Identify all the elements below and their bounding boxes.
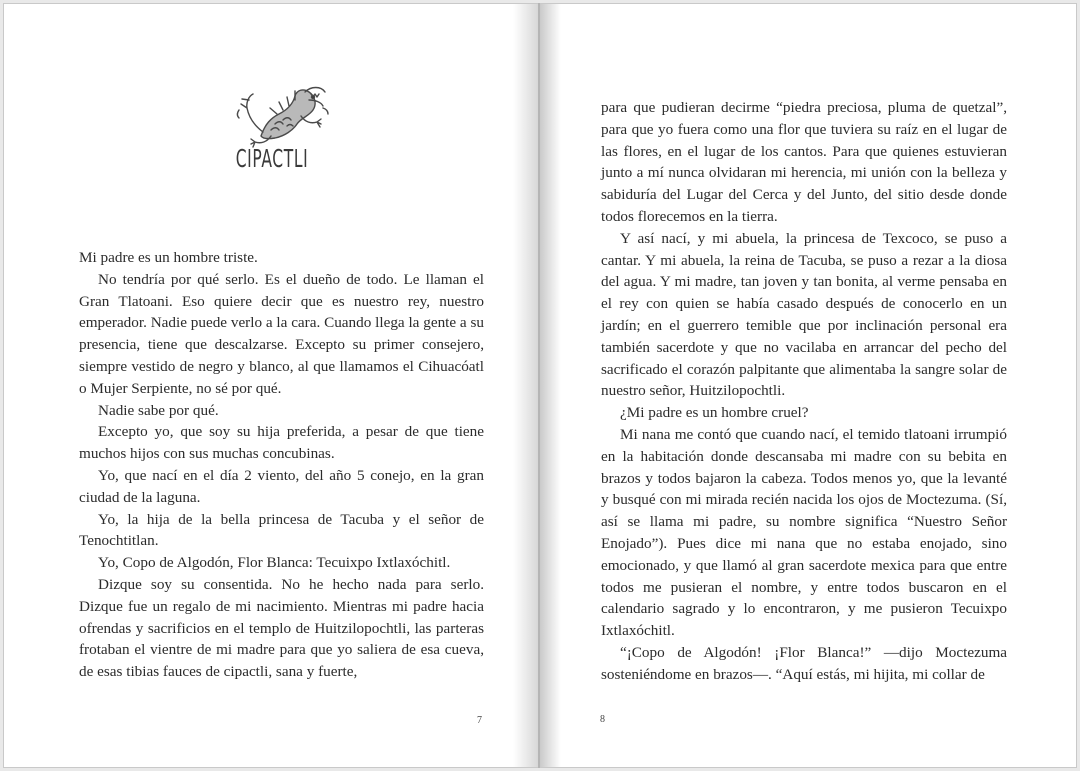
paragraph: Dizque soy su consentida. No he hecho nada para serlo. Dizque fue un regalo de mi nacimiento. Mientras mi padre hacia ofrendas y sacrificios en el templo de Huitzilopochtli, las parteras frotaban el vientre de mi madre para que yo saliera de esa cueva, de esas tibias fauces de cipactli, sana y fuerte, [79, 575, 484, 681]
paragraph: “¡Copo de Algodón! ¡Flor Blanca!” —dijo Moctezuma sosteniéndome en brazos—. “Aquí estás, mi hijita, mi collar de [601, 643, 1007, 683]
book-gutter [538, 3, 540, 768]
paragraph: Yo, Copo de Algodón, Flor Blanca: Tecuixpo Ixtlaxóchitl. [98, 554, 451, 572]
page-number: 7 [477, 715, 482, 726]
paragraph: Excepto yo, que soy su hija preferida, a pesar de que tiene muchos hijos con sus muchas concubinas. [79, 423, 484, 463]
paragraph: Y así nací, y mi abuela, la princesa de Texcoco, se puso a cantar. Y mi abuela, la reina de Tacuba, se puso a rezar a la diosa del agua. Y mi madre, tan joven y tan bonita, al verme pensaba en el rey con quien se había casado después de conocerlo en un jardín; en el guerrero temible que por inclinación personal era también sacerdote y que no vacilaba en arrancar del pecho del sacrificado el corazón palpitante que alimentaba la sangre solar de nuestro señor, Huitzilopochtli. [601, 229, 1007, 400]
book-spread [3, 3, 1077, 768]
right-page-text [601, 97, 1007, 686]
page-number: 8 [600, 714, 605, 725]
left-page-text [79, 247, 484, 683]
cipactli-creature-icon [231, 80, 335, 148]
paragraph: No tendría por qué serlo. Es el dueño de todo. Le llaman el Gran Tlatoani. Eso quiere decir que es nuestro rey, nuestro emperador. Nadie puede verlo a la cara. Cuando llega la gente a su presencia, tiene que descalzarse. Excepto su primer consejero, siempre vestido de negro y blanco, al que llamamos el Cihuacóatl o Mujer Serpiente, no sé por qué. [79, 270, 484, 397]
paragraph: Mi nana me contó que cuando nací, el temido tlatoani irrumpió en la habitación donde descansaba mi madre con su bebita en brazos y todos bajaron la cabeza. Todos menos yo, que la levanté y busqué con mi mirada recién nacida los ojos de Moctezuma. (Sí, así se llama mi padre, su nombre significa “Nuestro Señor Enojado”). Pues dice mi nana que no estaba enojado, sino emocionado, y que llamó al gran sacerdote mexica para que entre todos me pusieran el nombre, y entre todos buscaron en el calendario sagrado y lo encontraron, y me pusieron Tecuixpo Ixtlaxóchitl. [601, 425, 1007, 640]
left-page [3, 3, 539, 768]
paragraph: Mi padre es un hombre triste. [79, 249, 258, 266]
paragraph: ¿Mi padre es un hombre cruel? [620, 404, 809, 422]
paragraph: Nadie sabe por qué. [98, 401, 219, 419]
chapter-title: CIPACTLI [235, 144, 309, 173]
paragraph: Yo, que nací en el día 2 viento, del año 5 conejo, en la gran ciudad de la laguna. [79, 466, 484, 506]
paragraph: para que pudieran decirme “piedra preciosa, pluma de quetzal”, para que yo fuera como una flor que tuviera su raíz en el lugar de las flores, en el lugar de los cantos. Para que quienes estuvieran junto a mí nunca olvidaran mi herencia, mi unión con la belleza y sabiduría del Lugar del Cerca y del Junto, del sitio desde donde todos florecemos en la tierra. [601, 99, 1007, 225]
paragraph: Yo, la hija de la bella princesa de Tacuba y el señor de Tenochtitlan. [79, 510, 484, 550]
